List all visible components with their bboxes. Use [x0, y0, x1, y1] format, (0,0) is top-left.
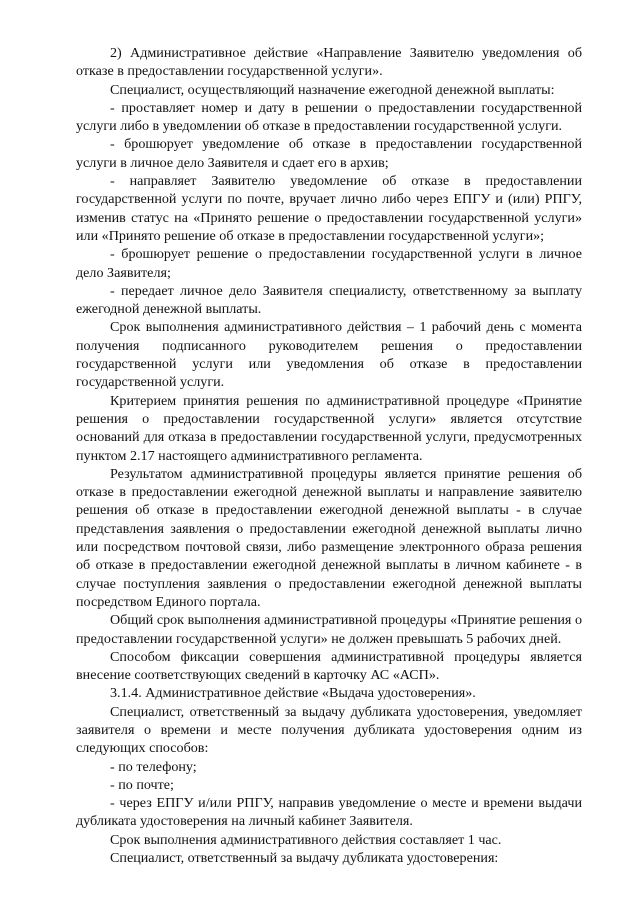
paragraph-specialist-intro: Специалист, осуществляющий назначение ежегодной денежной выплаты:	[110, 81, 555, 98]
paragraph-decision-criterion: Критерием принятия решения по административной процедуре «Принятие решения о предоставлении государственной услуги» является отсутствие оснований для отказа в предоставлении государственной услуги, предусмотренных пунктом 2.17 настоящего административного регламента.	[76, 392, 582, 464]
list-item-archive-decision: - брошюрует решение о предоставлении государственной услуги в личное дело Заявителя;	[76, 246, 582, 281]
paragraph-action-deadline: Срок выполнения административного действия – 1 рабочий день с момента получения подписанного руководителем решения о предоставлении государственной услуги или уведомления об отказе в предоставлении государственной услуги.	[76, 319, 582, 391]
paragraph-duplicate-deadline: Срок выполнения административного действия составляет 1 час.	[110, 831, 502, 848]
list-item-post: - по почте;	[110, 776, 174, 793]
list-item-send-notice: - направляет Заявителю уведомление об отказе в предоставлении государственной услуги по почте, вручает лично либо через ЕПГУ и (или) РПГУ, изменив статус на «Принято решение о предоставлении государственной услуги» или «Принято решение об отказе в предоставлении государственной услуги»;	[76, 173, 582, 244]
paragraph-duplicate-notify: Специалист, ответственный за выдачу дубликата удостоверения, уведомляет заявителя о времени и месте получения дубликата удостоверения одним из следующих способов:	[76, 703, 582, 757]
list-item-portal: - через ЕПГУ и/или РПГУ, направив уведомление о месте и времени выдачи дубликата удостоверения на личный кабинет Заявителя.	[76, 795, 582, 830]
paragraph-duplicate-specialist: Специалист, ответственный за выдачу дубликата удостоверения:	[110, 850, 499, 867]
list-item-number-date: - проставляет номер и дату в решении о предоставлении государственной услуги либо в уведомлении об отказе в предоставлении государственной услуги.	[76, 99, 582, 135]
paragraph-procedure-total-term: Общий срок выполнения административной процедуры «Принятие решения о предоставлении государственной услуги» не должен превышать 5 рабочих дней.	[76, 612, 582, 647]
list-item-transfer-file: - передает личное дело Заявителя специалисту, ответственному за выплату ежегодной денежной выплаты.	[76, 282, 582, 318]
paragraph-procedure-result: Результатом административной процедуры является принятие решения об отказе в предоставлении ежегодной денежной выплаты и направление заявителю решения об отказе в предоставлении ежегодной денежной выплаты - в случае представления заявления о предоставлении ежегодной денежной выплаты лично или посредством почтовой связи, либо размещение электронного образа решения об отказе в предоставлении ежегодной денежной выплаты в личном кабинете - в случае поступления заявления о предоставлении ежегодной денежной выплаты посредством Единого портала.	[76, 465, 582, 610]
list-item-archive-notice: - брошюрует уведомление об отказе в предоставлении государственной услуги в личное дело Заявителя и сдает его в архив;	[76, 136, 582, 171]
paragraph-recording-method: Способом фиксации совершения административной процедуры является внесение соответствующих сведений в карточку АС «АСП».	[76, 648, 582, 684]
section-heading-3-1-4: 3.1.4. Административное действие «Выдача удостоверения».	[110, 685, 476, 702]
list-item-phone: - по телефону;	[110, 758, 197, 775]
paragraph-action-2-title: 2) Административное действие «Направление Заявителю уведомления об отказе в предоставлении государственной услуги».	[76, 45, 582, 80]
